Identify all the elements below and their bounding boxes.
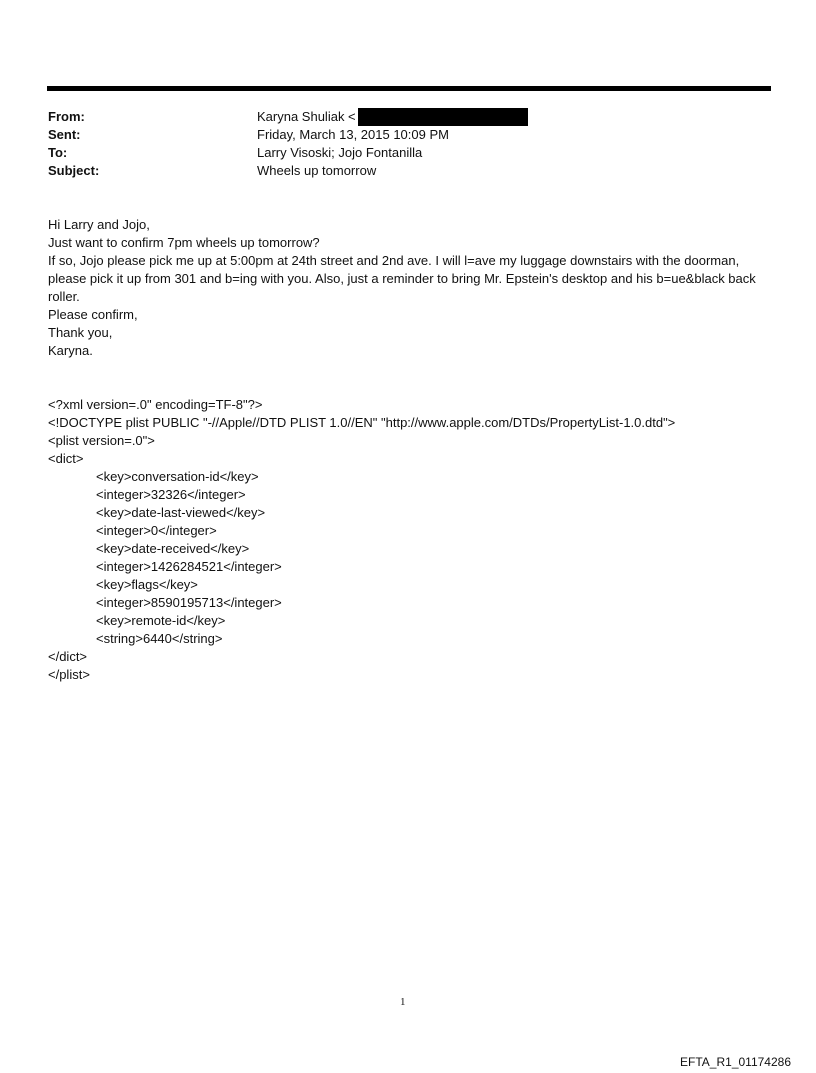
plist-block: [48, 396, 778, 684]
plist-entry: <key>flags</key>: [96, 577, 198, 592]
from-value: [257, 108, 528, 126]
subject-value: Wheels up tomorrow: [257, 163, 377, 178]
subject-row: [48, 162, 748, 180]
dict-close: </dict>: [48, 649, 88, 664]
sent-label: Sent:: [48, 127, 81, 142]
from-label: From:: [48, 109, 85, 124]
plist-xml-declaration: <?xml version=.0" encoding=TF-8"?>: [48, 397, 263, 412]
plist-doctype: <!DOCTYPE plist PUBLIC "-//Apple//DTD PLIST 1.0//EN" "http://www.apple.com/DTDs/PropertyList-1.0.dtd">: [48, 415, 676, 430]
body-line: Just want to confirm 7pm wheels up tomorrow?: [48, 235, 320, 250]
from-name: Karyna Shuliak <: [257, 109, 356, 124]
header-rule: [47, 86, 771, 91]
plist-close: </plist>: [48, 667, 90, 682]
plist-entry: <key>conversation-id</key>: [96, 469, 259, 484]
from-row: [48, 108, 748, 126]
to-label: To:: [48, 145, 68, 160]
plist-entry: <integer>0</integer>: [96, 523, 217, 538]
plist-entry: <string>6440</string>: [96, 631, 223, 646]
plist-entry: <integer>8590195713</integer>: [96, 595, 282, 610]
body-line: Thank you,: [48, 325, 113, 340]
email-body: [48, 216, 778, 360]
plist-entry: <integer>32326</integer>: [96, 487, 246, 502]
plist-entry: <key>date-received</key>: [96, 541, 250, 556]
subject-label: Subject:: [48, 163, 100, 178]
email-header: [48, 108, 748, 180]
plist-entry: <key>date-last-viewed</key>: [96, 505, 266, 520]
body-line: Please confirm,: [48, 307, 138, 322]
sent-value: Friday, March 13, 2015 10:09 PM: [257, 127, 449, 142]
document-id: EFTA_R1_01174286: [680, 1055, 791, 1069]
plist-open: <plist version=.0">: [48, 433, 155, 448]
dict-open: <dict>: [48, 451, 84, 466]
to-row: [48, 144, 748, 162]
redaction-box: [358, 108, 528, 126]
body-paragraph: If so, Jojo please pick me up at 5:00pm at 24th street and 2nd ave. I will l=ave my luggage downstairs with the doorman, please pick it up from 301 and b=ing with you. Also, just a reminder to bring Mr. Epstein's desktop and his b=ue&black back roller.: [48, 253, 756, 304]
body-line: Hi Larry and Jojo,: [48, 217, 150, 232]
plist-entry: <key>remote-id</key>: [96, 613, 226, 628]
plist-entry: <integer>1426284521</integer>: [96, 559, 282, 574]
to-value: Larry Visoski; Jojo Fontanilla: [257, 145, 423, 160]
page-number: 1: [400, 996, 406, 1008]
sent-row: [48, 126, 748, 144]
body-line: Karyna.: [48, 343, 93, 358]
